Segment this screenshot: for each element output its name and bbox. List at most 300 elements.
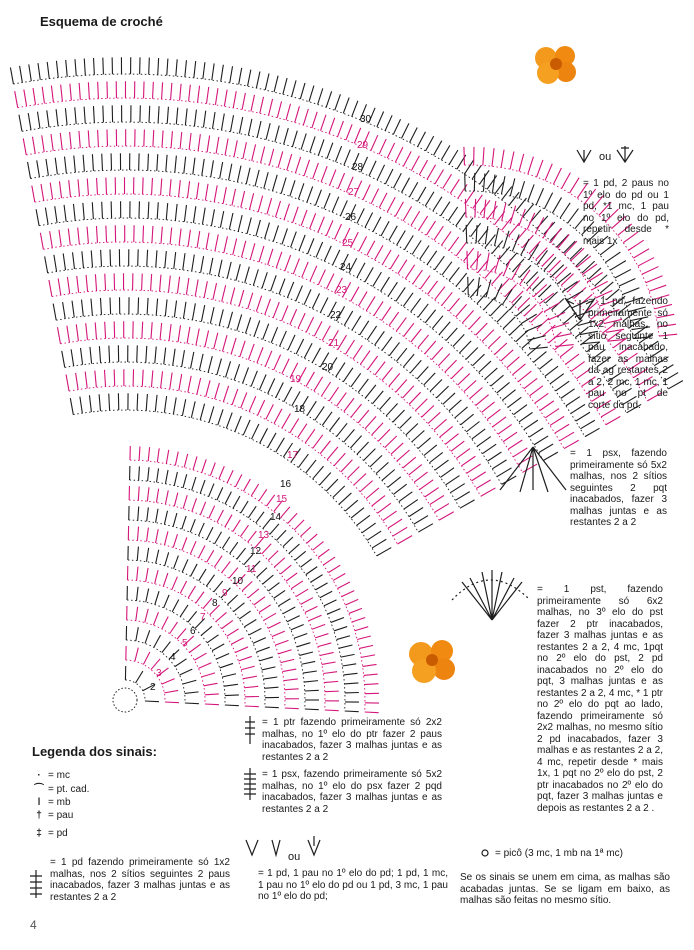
stitch-mark xyxy=(202,159,204,176)
stitch-mark xyxy=(475,199,476,217)
stitch-mark xyxy=(379,193,387,208)
stitch-mark xyxy=(172,599,179,611)
stitch-mark xyxy=(296,286,303,301)
stitch-mark xyxy=(451,367,463,379)
stitch-mark xyxy=(472,165,481,179)
stitch-mark xyxy=(243,420,250,435)
stitch-mark xyxy=(191,352,194,368)
stitch-mark xyxy=(485,226,487,244)
stitch-mark xyxy=(420,275,430,289)
stitch-mark xyxy=(164,595,169,608)
stitch-mark xyxy=(342,664,356,666)
stitch-mark xyxy=(545,409,559,418)
stitch-mark xyxy=(519,154,524,172)
stitch-mark xyxy=(519,181,524,198)
stitch-mark xyxy=(495,343,507,354)
stitch-mark xyxy=(176,59,177,76)
stitch-mark xyxy=(615,269,631,278)
stitch-mark xyxy=(88,130,89,147)
stitch-mark xyxy=(161,227,162,244)
stitch-mark xyxy=(379,397,390,410)
stitch-mark xyxy=(253,269,258,285)
stitch-mark xyxy=(142,274,143,291)
stitch-mark xyxy=(432,347,443,359)
stitch-mark xyxy=(334,627,347,631)
stitch-mark xyxy=(246,317,251,333)
stitch-mark xyxy=(191,401,195,417)
stitch-mark xyxy=(402,123,409,138)
stitch-mark xyxy=(389,226,397,241)
stitch-mark xyxy=(164,396,166,413)
stitch-mark xyxy=(610,261,626,270)
stitch-mark xyxy=(396,318,406,332)
stitch-mark xyxy=(175,452,178,466)
stitch-mark xyxy=(539,359,552,369)
stitch-mark xyxy=(398,260,407,274)
stitch-mark xyxy=(377,112,384,127)
stitch-mark xyxy=(283,78,287,94)
stitch-mark xyxy=(402,178,410,193)
stitch-mark xyxy=(342,591,355,597)
stitch-mark xyxy=(568,209,579,224)
stitch-mark xyxy=(403,206,411,221)
stitch-mark xyxy=(166,155,167,172)
stitch-mark xyxy=(139,466,140,480)
stitch-mark xyxy=(288,513,297,523)
note-5: = 1 ptr fazendo primeiramente só 2x2 malhas, no 1º elo do ptr fazer 2 paus inacabados, fazer 3 malhas juntas e as restantes 2 a 2 xyxy=(262,717,442,763)
stitch-mark xyxy=(183,680,196,684)
stitch-mark xyxy=(32,186,35,203)
stitch-mark xyxy=(366,488,379,499)
stitch-mark xyxy=(563,241,575,253)
stitch-mark xyxy=(227,262,231,278)
stitch-mark xyxy=(156,529,159,543)
stitch-mark xyxy=(512,234,519,251)
stitch-mark xyxy=(561,389,575,399)
stitch-mark xyxy=(255,170,259,186)
stitch-mark xyxy=(545,366,558,376)
stitch-mark xyxy=(189,133,191,150)
stitch-mark xyxy=(260,97,264,113)
stitch-mark xyxy=(194,653,206,660)
stitch-mark xyxy=(273,225,278,241)
row-number: 4 xyxy=(170,652,176,663)
stitch-mark xyxy=(544,257,556,271)
stitch-mark xyxy=(305,429,315,443)
stitch-mark xyxy=(189,644,200,652)
stitch-mark xyxy=(396,380,407,393)
stitch-mark xyxy=(256,512,264,523)
stitch-mark xyxy=(274,76,278,92)
stitch-mark xyxy=(242,93,245,109)
stitch-mark xyxy=(153,130,154,147)
stitch-mark xyxy=(174,556,179,569)
stitch-mark xyxy=(449,298,460,311)
row-number: 16 xyxy=(280,479,292,490)
legend-item xyxy=(30,784,89,796)
stitch-mark xyxy=(499,247,510,260)
stitch-mark xyxy=(233,239,237,255)
stitch-mark xyxy=(570,248,582,260)
stitch-mark xyxy=(571,404,585,413)
stitch-mark xyxy=(418,335,429,348)
stitch-mark xyxy=(455,407,468,418)
stitch-mark xyxy=(156,509,158,523)
stitch-mark xyxy=(86,275,88,292)
stitch-mark xyxy=(325,691,339,692)
stitch-mark xyxy=(365,684,379,685)
stitch-mark xyxy=(91,250,92,267)
stitch-mark xyxy=(187,327,190,344)
stitch-mark xyxy=(50,231,53,248)
stitch-mark xyxy=(173,513,177,526)
stitch-mark xyxy=(180,84,182,101)
note-1-ou: ou xyxy=(599,151,612,163)
row-number: 26 xyxy=(345,212,357,223)
stitch-mark xyxy=(57,327,60,344)
stitch-mark xyxy=(365,212,373,227)
stitch-mark xyxy=(233,91,236,108)
stitch-mark xyxy=(210,307,214,323)
stitch-mark xyxy=(79,131,80,148)
stitch-mark xyxy=(265,351,272,366)
stitch-mark xyxy=(488,336,500,348)
stitch-mark xyxy=(528,336,546,341)
stitch-mark xyxy=(45,208,48,225)
stitch-mark xyxy=(274,409,282,424)
stitch-mark xyxy=(367,531,381,540)
stitch-mark xyxy=(79,83,80,100)
stitch-mark xyxy=(426,221,435,235)
stitch-mark xyxy=(338,582,350,589)
note-4: = 1 pst, fazendo primeiramente só 6x2 malhas, no 3º elo do pst fazer 2 ptr inacabados, fazer 3 malhas juntas e as restantes 2 a 2, 4 mc, 1pqt no 2º elo do pst, 2 pd inacabados no 2º elo do pqt, 3 malhas juntas e as restantes 2 a 2, 4 mc, * 1 ptr no 2º elo do pqt ao lado, fazendo primeiramente só 2x2 malhas, no mesmo sítio 2 pd inacabados, fazer 3 malhas e as restantes 2 a 2, 4 mc, repetir desde * mais 1x, 1 pqt no 2º elo do pst, 2 ptr inacabados no 2º elo do pqt, fazer 3 malhas juntas e depois as restantes 2 a 2 . xyxy=(537,584,663,814)
stitch-mark xyxy=(145,701,159,702)
stitch-mark xyxy=(261,147,265,163)
stitch-mark xyxy=(468,277,469,295)
stitch-mark xyxy=(537,160,543,177)
stitch-mark xyxy=(360,321,369,335)
stitch-mark xyxy=(544,302,560,311)
stitch-mark xyxy=(404,235,413,249)
stitch-mark xyxy=(183,302,186,319)
stitch-mark xyxy=(293,258,299,274)
stitch-mark xyxy=(318,643,331,647)
stitch-mark xyxy=(248,531,257,542)
stitch-mark xyxy=(434,419,447,430)
stitch-mark xyxy=(259,657,272,661)
stitch-mark xyxy=(318,88,323,104)
stitch-mark xyxy=(99,346,100,363)
legend-symbol: ‡ xyxy=(36,828,42,839)
row-number: 5 xyxy=(182,638,188,649)
stitch-mark xyxy=(481,488,496,496)
stitch-mark xyxy=(449,237,459,251)
stitch-mark xyxy=(284,204,289,220)
stitch-mark xyxy=(605,252,620,262)
stitch-mark xyxy=(289,544,299,553)
stitch-mark xyxy=(269,99,273,115)
stitch-mark xyxy=(395,147,403,162)
stitch-mark xyxy=(435,170,444,184)
stitch-mark xyxy=(386,403,397,415)
stitch-mark xyxy=(372,539,386,548)
stitch-mark xyxy=(263,677,277,679)
stitch-mark xyxy=(220,162,223,179)
stitch-mark xyxy=(501,150,504,168)
stitch-mark xyxy=(350,436,361,449)
stitch-mark xyxy=(248,344,254,360)
stitch-mark xyxy=(566,397,580,406)
stitch-mark xyxy=(435,504,449,513)
stitch-mark xyxy=(151,274,152,291)
stitch-mark xyxy=(419,216,428,230)
stitch-mark xyxy=(399,417,411,429)
stitch-mark xyxy=(193,206,195,223)
stitch-mark xyxy=(328,565,340,572)
stitch-mark xyxy=(337,423,348,436)
stitch-mark xyxy=(352,316,361,330)
stitch-mark xyxy=(411,156,419,171)
row-number: 9 xyxy=(222,588,228,599)
stitch-mark xyxy=(172,577,177,590)
stitch-mark xyxy=(284,387,292,402)
stitch-mark xyxy=(207,635,218,643)
stitch-mark xyxy=(243,676,257,678)
stitch-mark xyxy=(291,581,303,589)
stitch-mark xyxy=(227,470,233,483)
stitch-mark xyxy=(156,250,157,267)
stitch-mark xyxy=(73,204,75,221)
stitch-mark xyxy=(252,144,256,160)
stitch-mark xyxy=(180,605,188,617)
stitch-mark xyxy=(160,275,161,292)
stitch-mark xyxy=(138,506,139,520)
stitch-mark xyxy=(352,101,358,117)
stitch-mark xyxy=(365,267,373,282)
stitch-mark xyxy=(239,611,250,619)
stitch-mark xyxy=(357,263,365,278)
stitch-mark xyxy=(369,161,376,176)
stitch-mark xyxy=(173,349,175,366)
legend-item xyxy=(30,797,71,809)
stitch-mark xyxy=(502,390,515,400)
stitch-mark xyxy=(49,280,52,297)
chain-row xyxy=(65,362,419,532)
stitch-mark xyxy=(568,280,580,291)
stitch-mark xyxy=(165,552,169,565)
stitch-mark xyxy=(137,393,138,410)
stitch-mark xyxy=(441,145,449,159)
stitch-mark xyxy=(344,311,352,325)
stitch-mark xyxy=(41,184,44,201)
stitch-mark xyxy=(136,671,143,683)
stitch-mark xyxy=(513,364,526,375)
stitch-mark xyxy=(157,202,158,219)
stitch-mark xyxy=(477,437,491,447)
stitch-mark xyxy=(69,180,71,197)
stitch-mark xyxy=(293,207,299,223)
stitch-mark xyxy=(143,226,144,243)
stitch-mark xyxy=(267,198,272,214)
stitch-mark xyxy=(157,154,158,171)
row-number: 6 xyxy=(190,626,196,637)
stitch-mark xyxy=(146,588,149,602)
stitch-mark xyxy=(274,355,281,370)
stitch-mark xyxy=(281,177,286,193)
stitch-mark xyxy=(465,160,474,174)
stitch-mark xyxy=(403,151,411,166)
stitch-mark xyxy=(185,108,187,125)
stitch-mark xyxy=(88,82,89,99)
stitch-mark xyxy=(389,312,399,326)
stitch-mark xyxy=(465,173,466,191)
stitch-mark xyxy=(193,456,197,469)
stitch-mark xyxy=(371,135,378,150)
stitch-mark xyxy=(70,132,72,149)
stitch-mark xyxy=(389,373,400,386)
stitch-mark xyxy=(372,423,383,435)
note-6: = 1 psx, fazendo primeiramente só 5x2 malhas, no 1º elo do psx fazer 2 pqd inacabados, fazer 3 malhas juntas e as restantes 2 a 2 xyxy=(262,769,442,815)
stitch-mark xyxy=(326,91,331,107)
stitch-mark xyxy=(318,549,329,557)
stitch-mark xyxy=(269,149,273,165)
stitch-mark xyxy=(487,452,501,461)
stitch-mark xyxy=(195,280,198,297)
stitch-mark xyxy=(174,252,176,269)
stitch-mark xyxy=(256,72,260,88)
stitch-mark xyxy=(235,474,241,486)
stitch-mark xyxy=(165,490,168,504)
stitch-mark xyxy=(221,65,224,82)
stitch-mark xyxy=(550,374,563,384)
stitch-mark xyxy=(619,278,636,286)
stitch-mark xyxy=(93,106,94,123)
stitch-mark xyxy=(298,183,303,199)
stitch-mark xyxy=(372,391,383,404)
stitch-mark xyxy=(528,157,534,174)
stitch-mark xyxy=(209,406,214,422)
stitch-mark xyxy=(307,401,316,415)
stitch-mark xyxy=(345,500,358,511)
row-number: 22 xyxy=(330,310,342,321)
stitch-mark xyxy=(606,416,621,424)
stitch-mark xyxy=(493,417,506,427)
stitch-mark xyxy=(59,181,61,198)
stitch-mark xyxy=(101,250,102,267)
stitch-mark xyxy=(550,416,564,425)
stitch-mark xyxy=(196,182,198,199)
stitch-mark xyxy=(385,115,392,130)
stitch-mark xyxy=(473,195,483,209)
row-number: 12 xyxy=(250,546,262,557)
stitch-mark xyxy=(231,338,236,354)
stitch-mark xyxy=(364,449,376,461)
stitch-mark xyxy=(463,248,473,261)
stitch-mark xyxy=(66,374,69,391)
stitch-mark xyxy=(345,340,354,354)
stitch-mark xyxy=(314,377,323,391)
stitch-mark xyxy=(387,197,395,212)
stitch-mark xyxy=(403,293,413,307)
stitch-mark xyxy=(490,304,502,316)
stitch-mark xyxy=(214,333,218,349)
stitch-mark xyxy=(268,249,273,265)
stitch-mark xyxy=(287,616,300,622)
stitch-mark xyxy=(266,404,274,419)
stitch-mark xyxy=(285,689,299,690)
stitch-mark xyxy=(575,327,588,338)
stitch-mark xyxy=(206,575,214,586)
stitch-mark xyxy=(160,323,162,340)
stitch-mark xyxy=(146,568,148,582)
stitch-mark xyxy=(351,373,361,387)
stitch-mark xyxy=(306,567,318,575)
stitch-mark xyxy=(152,226,153,243)
stitch-mark xyxy=(36,209,39,226)
stitch-mark xyxy=(472,472,486,481)
stitch-mark xyxy=(257,647,270,652)
stitch-mark xyxy=(146,346,147,363)
stitch-mark xyxy=(470,285,481,298)
stitch-mark xyxy=(99,394,100,411)
stitch-mark xyxy=(391,443,403,454)
stitch-mark xyxy=(518,298,530,310)
stitch-mark xyxy=(453,334,464,346)
stitch-mark xyxy=(418,524,433,532)
stitch-mark xyxy=(387,143,394,158)
stitch-mark xyxy=(476,395,489,406)
stitch-mark xyxy=(577,256,591,268)
stitch-mark xyxy=(157,448,159,462)
stitch-mark xyxy=(334,453,345,466)
stitch-mark xyxy=(223,386,228,402)
stitch-mark xyxy=(487,206,497,219)
page-title: Esquema de croché xyxy=(40,14,163,29)
stitch-mark xyxy=(95,322,96,339)
row-number: 8 xyxy=(212,598,218,609)
stitch-mark xyxy=(248,506,256,518)
stitch-mark xyxy=(443,174,452,188)
stitch-mark xyxy=(220,211,223,227)
stitch-mark xyxy=(397,536,412,544)
legend-symbol: ǀ xyxy=(37,797,41,808)
stitch-mark xyxy=(393,527,407,536)
stitch-mark xyxy=(274,590,286,598)
stitch-mark xyxy=(555,424,569,433)
stitch-mark xyxy=(199,569,206,581)
stitch-mark xyxy=(270,524,279,535)
stitch-mark xyxy=(367,326,376,340)
stitch-mark xyxy=(373,272,382,286)
row-number: 28 xyxy=(352,162,364,173)
stitch-mark xyxy=(510,151,514,169)
stitch-mark xyxy=(382,337,392,351)
stitch-mark xyxy=(142,370,143,387)
stitch-mark xyxy=(321,115,326,131)
stitch-mark xyxy=(502,476,517,484)
stitch-mark xyxy=(251,371,257,387)
stitch-mark xyxy=(483,147,484,165)
stitch-mark xyxy=(471,223,481,236)
stitch-mark xyxy=(245,267,250,283)
stitch-mark xyxy=(409,465,422,475)
stitch-mark xyxy=(553,168,561,184)
stitch-mark xyxy=(459,341,471,353)
stitch-mark xyxy=(214,185,217,202)
stitch-mark xyxy=(524,304,536,316)
stitch-mark xyxy=(224,684,238,686)
stitch-mark xyxy=(428,412,440,423)
